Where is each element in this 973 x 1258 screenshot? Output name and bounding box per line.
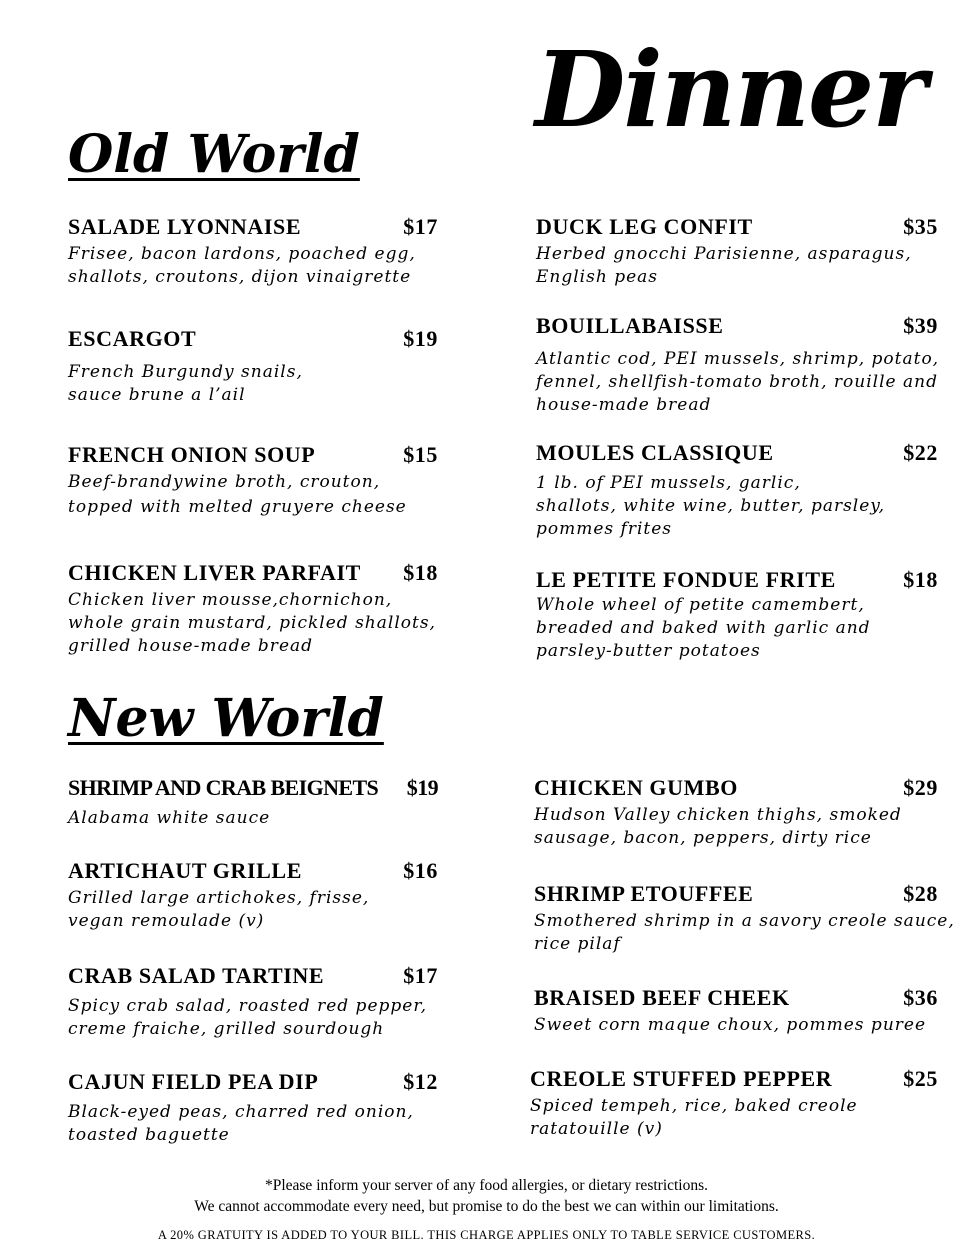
item-price: $17 [403, 963, 438, 988]
allergy-note: *Please inform your server of any food allergies, or dietary restrictions. [264, 1177, 709, 1194]
item-name: ESCARGOT [68, 326, 197, 351]
item-price: $19 [403, 326, 438, 351]
item-description: Herbed gnocchi Parisienne, asparagus, English peas [536, 244, 912, 288]
item-price: $17 [403, 214, 438, 239]
item-price: $28 [903, 881, 938, 906]
item-description: Black-eyed peas, charred red onion, toasted baguette [68, 1102, 414, 1146]
item-name: MOULES CLASSIQUE [536, 440, 774, 465]
item-name: SALADE LYONNAISE [68, 214, 302, 239]
item-price: $39 [903, 313, 938, 338]
item-description: 1 lb. of PEI mussels, garlic, shallots, white wine, butter, parsley, pommes frites [536, 473, 886, 540]
gratuity-notice: A 20% GRATUITY IS ADDED TO YOUR BILL. THIS CHARGE APPLIES ONLY TO TABLE SERVICE CUSTOMERS. [157, 1228, 816, 1242]
item-name: BOUILLABAISSE [536, 313, 724, 338]
item-price: $25 [903, 1066, 938, 1091]
menu-item [534, 881, 955, 956]
menu-item [68, 963, 438, 1041]
menu-item [536, 313, 938, 417]
item-description: Spiced tempeh, rice, baked creole ratatouille (v) [530, 1096, 858, 1140]
menu-item [534, 985, 938, 1037]
item-description: Spicy crab salad, roasted red pepper, creme fraiche, grilled sourdough [68, 996, 427, 1040]
item-price: $18 [903, 567, 938, 592]
menu-item [68, 1069, 438, 1147]
menu-item [536, 214, 938, 289]
item-description: Frisee, bacon lardons, poached egg, shallots, croutons, dijon vinaigrette [68, 244, 416, 288]
item-price: $18 [403, 560, 438, 585]
menu-item [534, 775, 938, 850]
allergy-note-2: We cannot accommodate every need, but promise to do the best we can within our limitations. [194, 1198, 779, 1215]
item-description: Smothered shrimp in a savory creole sauce, rice pilaf [534, 911, 955, 955]
menu-item [68, 326, 438, 407]
footer [0, 1175, 973, 1243]
item-description: Hudson Valley chicken thighs, smoked sausage, bacon, peppers, dirty rice [534, 805, 902, 849]
item-price: $15 [403, 442, 438, 467]
item-description: Atlantic cod, PEI mussels, shrimp, potato, fennel, shellfish-tomato broth, rouille and house-made bread [536, 349, 940, 416]
item-name: DUCK LEG CONFIT [536, 214, 753, 239]
menu-item [68, 442, 438, 519]
item-name: ARTICHAUT GRILLE [68, 858, 302, 883]
item-price: $35 [903, 214, 938, 239]
item-name: SHRIMP AND CRAB BEIGNETS [68, 775, 379, 800]
item-name: FRENCH ONION SOUP [68, 442, 316, 467]
item-price: $12 [403, 1069, 438, 1094]
item-description: Sweet corn maque choux, pommes puree [534, 1015, 927, 1036]
item-price: $16 [403, 858, 438, 883]
item-description: French Burgundy snails, sauce brune a l’ail [68, 362, 303, 406]
item-description: Alabama white sauce [68, 808, 271, 829]
item-name: CREOLE STUFFED PEPPER [530, 1066, 833, 1091]
item-price: $29 [903, 775, 938, 800]
item-price: $19 [406, 775, 438, 800]
menu-item [68, 214, 438, 289]
item-name: CAJUN FIELD PEA DIP [68, 1069, 319, 1094]
item-name: CHICKEN GUMBO [534, 775, 738, 800]
item-name: CHICKEN LIVER PARFAIT [68, 560, 361, 585]
item-name: LE PETITE FONDUE FRITE [536, 567, 836, 592]
item-price: $22 [903, 440, 938, 465]
item-price: $36 [903, 985, 938, 1010]
menu-item [68, 560, 438, 658]
section-heading-old-world: Old World [68, 124, 360, 185]
menu-item [530, 1066, 938, 1141]
item-name: CRAB SALAD TARTINE [68, 963, 325, 988]
item-name: SHRIMP ETOUFFEE [534, 881, 754, 906]
section-heading-new-world: New World [68, 688, 384, 749]
item-description: Chicken liver mousse,chornichon, whole grain mustard, pickled shallots, grilled house-made bread [68, 590, 436, 657]
item-description: Grilled large artichokes, frisse, vegan remoulade (v) [68, 888, 370, 932]
menu-title: Dinner [535, 28, 925, 151]
item-description: Whole wheel of petite camembert, breaded and baked with garlic and parsley-butter potatoes [536, 595, 871, 662]
item-description: Beef-brandywine broth, crouton, topped with melted gruyere cheese [68, 472, 407, 518]
menu-item [68, 858, 438, 933]
menu-item [68, 775, 438, 830]
item-name: BRAISED BEEF CHEEK [534, 985, 790, 1010]
menu-item [536, 440, 938, 541]
menu-item [536, 567, 938, 663]
